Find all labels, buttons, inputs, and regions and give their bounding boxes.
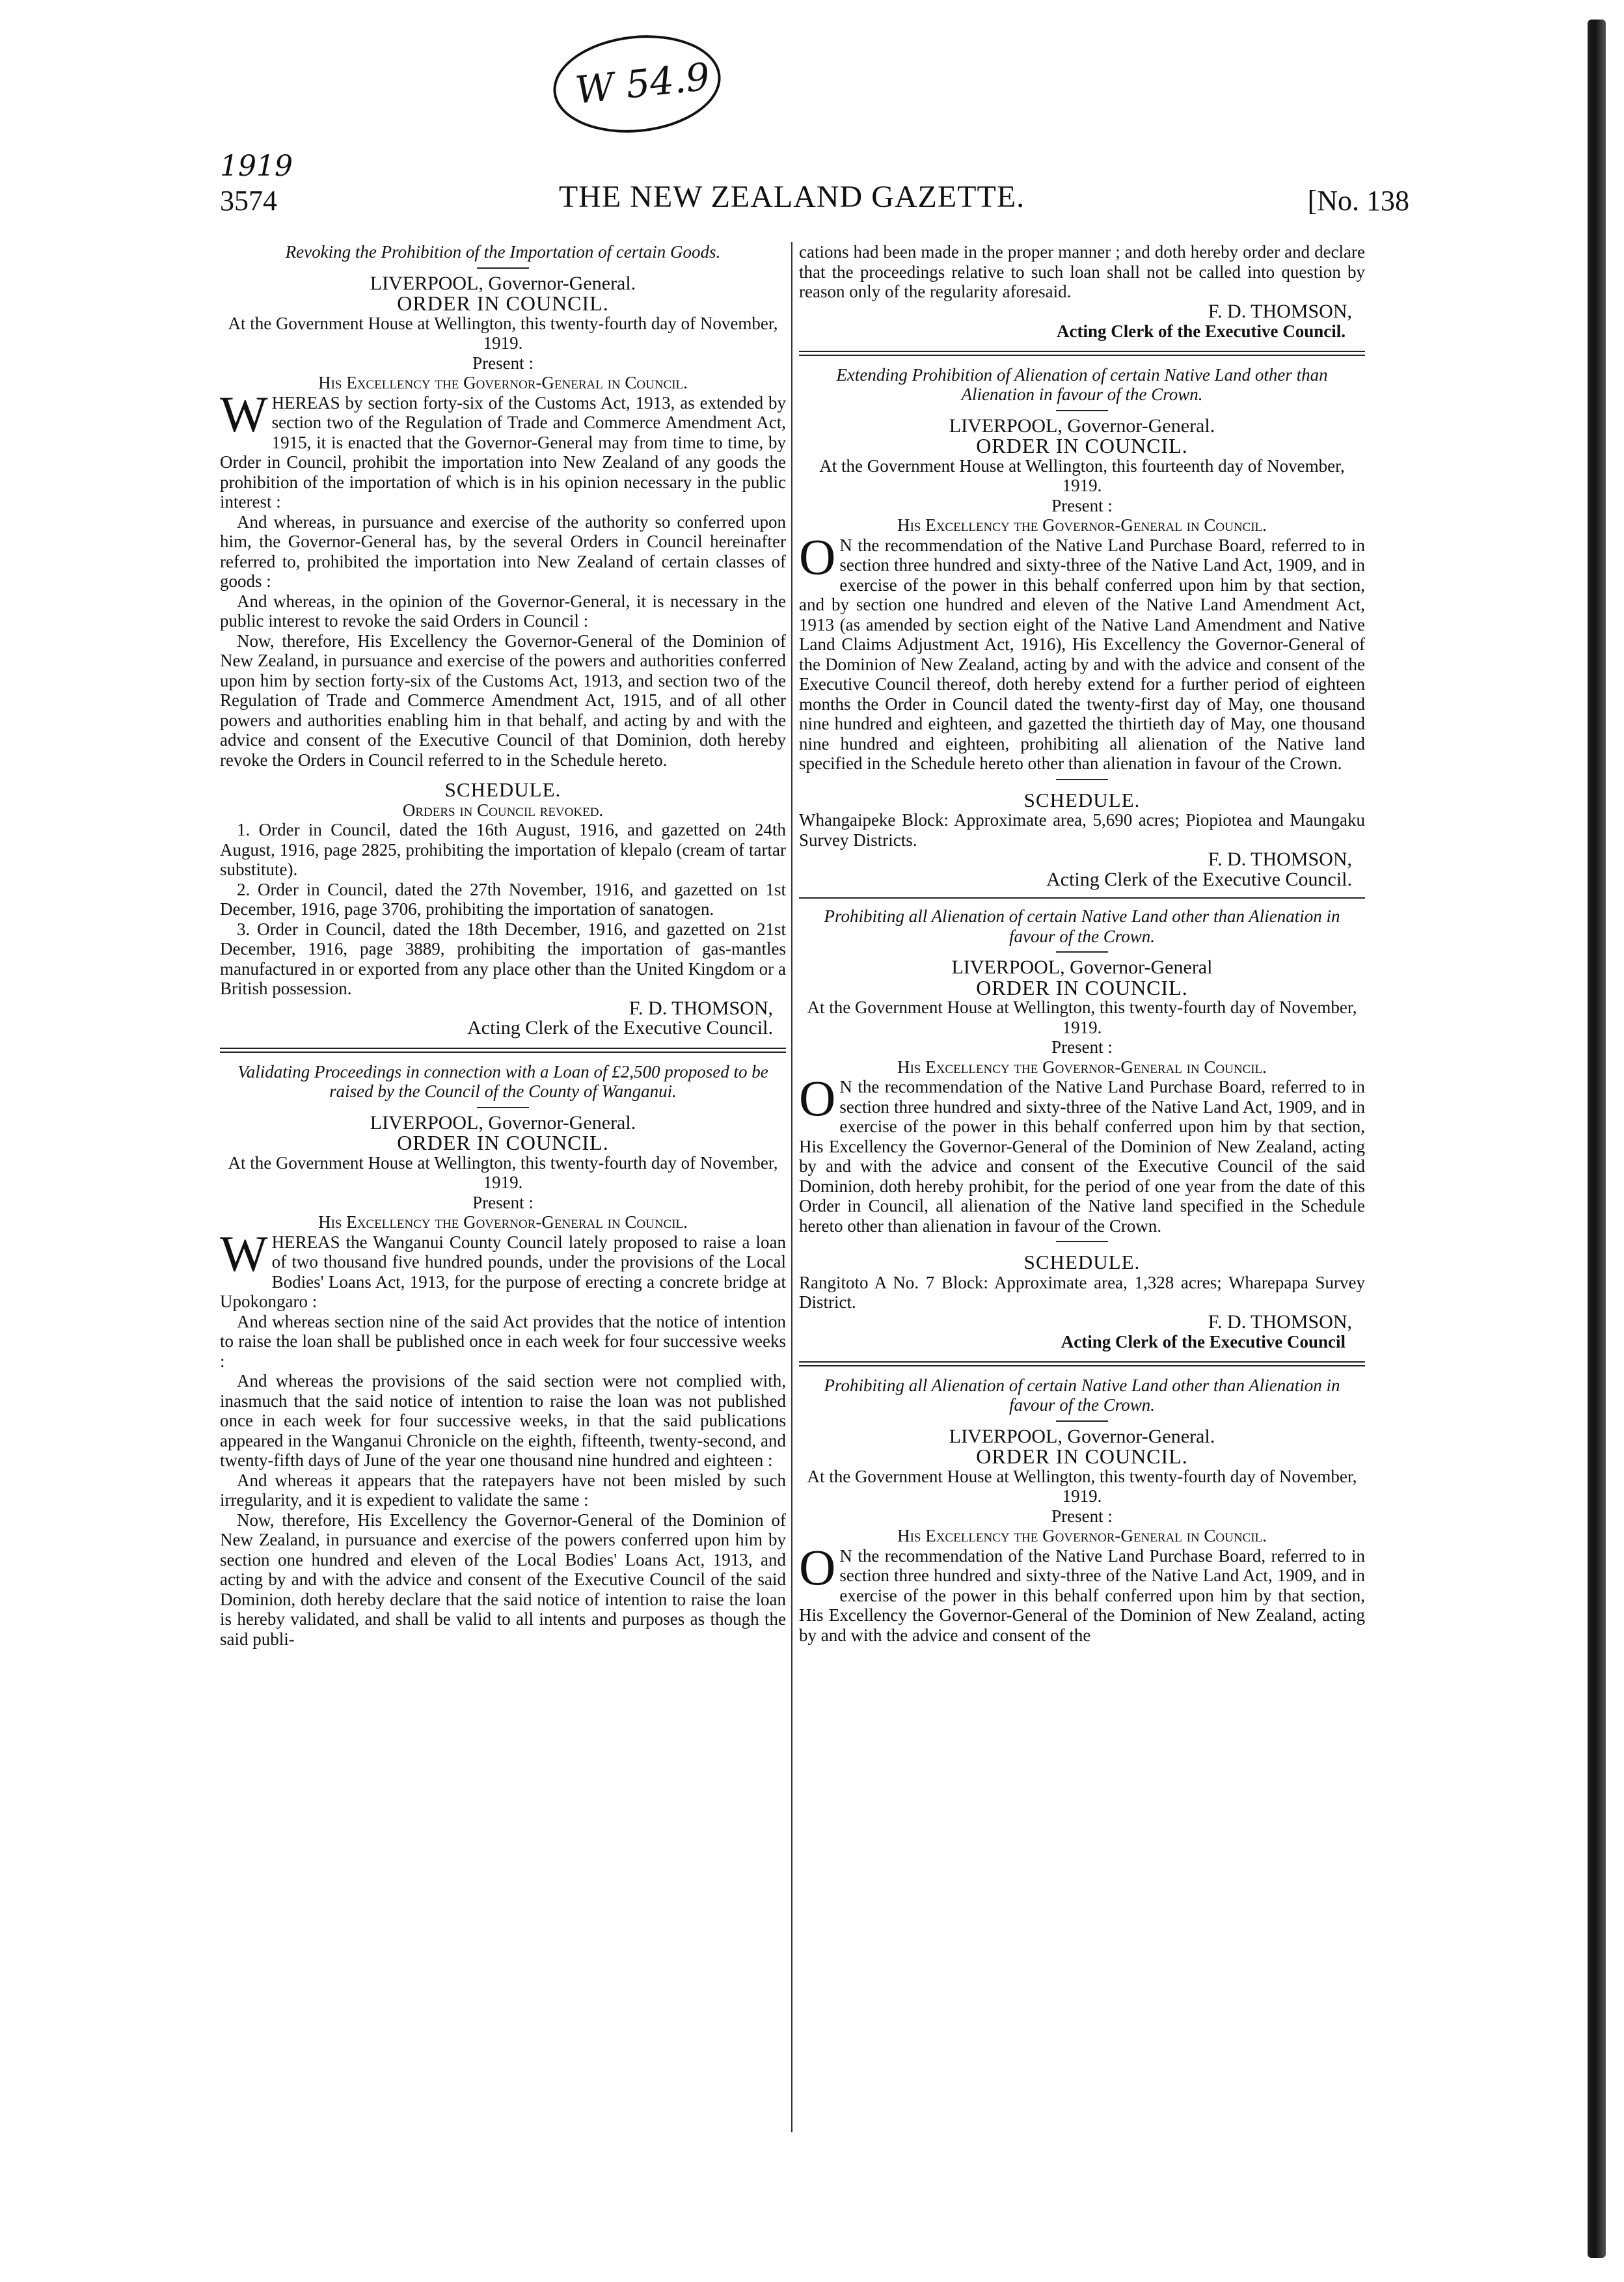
place-date: At the Government House at Wellington, this twenty-fourth day of November, 1919. — [228, 313, 778, 353]
notice-heading: Validating Proceedings in connection with a Loan of £2,500 proposed to be raised by the Council of the County of Wanganui. — [237, 1061, 768, 1101]
place-date: At the Government House at Wellington, this fourteenth day of November, 1919. — [819, 455, 1345, 495]
short-rule — [1056, 410, 1108, 411]
body-paragraph: And whereas the provisions of the said section were not complied with, inasmuch that the said notice of intention to raise the loan was not published once in each week for four successive weeks, in that the said publications appeared in the Wanganui Chronicle on the eighth, fifteenth, twenty-second, and twenty-fifth days of June of the year one thousand nine hundred and eighteen : — [220, 1371, 786, 1470]
short-rule — [477, 267, 529, 269]
continued-paragraph: cations had been made in the proper manner ; and doth hereby order and declare that the proceedings relative to such loan shall not be called into question by reason only of the regularity aforesaid. — [799, 242, 1365, 301]
council-line: His Excellency the Governor-General in Council. — [318, 373, 688, 392]
place-date: At the Government House at Wellington, this twenty-fourth day of November, 1919. — [807, 998, 1357, 1037]
signer-name: F. D. THOMSON, — [1208, 1311, 1352, 1333]
council-line: His Excellency the Governor-General in Council. — [318, 1212, 688, 1232]
governor-line: LIVERPOOL, Governor-General. — [370, 1111, 636, 1134]
signer-title: Acting Clerk of the Executive Council — [1061, 1332, 1346, 1352]
governor-line: LIVERPOOL, Governor-General. — [949, 1425, 1215, 1447]
notice-prohibiting-alienation-rangitoto — [799, 906, 1365, 1352]
order-in-council: ORDER IN COUNCIL. — [976, 434, 1188, 457]
notice-validating-loan — [220, 1062, 786, 1650]
schedule-item: 3. Order in Council, dated the 18th December, 1916, and gazetted on 21st December, 1916, page 3889, prohibiting the importation of gas-mantles manufactured in or exported from any place other than the United Kingdom or a British possession. — [220, 919, 786, 998]
short-rule — [1056, 1420, 1108, 1422]
signer-title: Acting Clerk of the Executive Council. — [1046, 868, 1352, 890]
place-date: At the Government House at Wellington, this twenty-fourth day of November, 1919. — [228, 1152, 778, 1192]
short-rule — [1056, 951, 1108, 953]
order-in-council: ORDER IN COUNCIL. — [397, 292, 609, 315]
notice-heading: Prohibiting all Alienation of certain Native Land other than Alienation in favour of the Crown. — [824, 1375, 1340, 1415]
schedule-item: 1. Order in Council, dated the 16th August, 1916, and gazetted on 24th August, 1916, page 2825, prohibiting the importation of klepalo (cream of tartar substitute). — [220, 820, 786, 879]
schedule-heading: SCHEDULE. — [1023, 788, 1141, 811]
right-column — [799, 242, 1365, 1645]
body-paragraph: And whereas it appears that the ratepayers have not been misled by such irregularity, and it is expedient to validate the same : — [220, 1470, 786, 1510]
body-paragraph: And whereas, in pursuance and exercise of the authority so conferred upon him, the Governor-General has, by the several Orders in Council hereinafter referred to, prohibited the importation into New Zealand of certain classes of goods : — [220, 511, 786, 591]
council-line: His Excellency the Governor-General in Council. — [897, 515, 1267, 535]
schedule-item: Whangaipeke Block: Approximate area, 5,690 acres; Piopiotea and Maungaku Survey Districts. — [799, 810, 1365, 850]
drop-cap: W — [220, 1225, 268, 1282]
body-paragraph: N the recommendation of the Native Land Purchase Board, referred to in section three hundred and sixty-three of the Native Land Act, 1909, and in exercise of the power in this behalf conferred upon him by that section, His Excellency the Governor-General of the Dominion of New Zealand, acting by and with the advice and consent of the Executive Council of the said Dominion, doth hereby prohibit, for the period of one year from the date of this Order in Council, all alienation of the Native land specified in the Schedule hereto other than alienation in favour of the Crown. — [799, 1077, 1365, 1236]
schedule-item: 2. Order in Council, dated the 27th November, 1916, and gazetted on 1st December, 1916, page 3706, prohibiting the importation of sanatogen. — [220, 879, 786, 919]
body-paragraph: HEREAS by section forty-six of the Customs Act, 1913, as extended by section two of the Regulation of Trade and Commerce Amendment Act, 1915, it is enacted that the Governor-General may from time to time, by Order in Council, prohibit the importation into New Zealand of any goods the prohibition of the importation of which is in his opinion necessary in the public interest : — [220, 392, 786, 511]
column-rule — [791, 242, 792, 2132]
notice-heading: Extending Prohibition of Alienation of certain Native Land other than Alienation in favour of the Crown. — [836, 364, 1328, 404]
signer-title: Acting Clerk of the Executive Council. — [1057, 321, 1346, 341]
drop-cap: O — [799, 1070, 836, 1126]
body-paragraph: N the recommendation of the Native Land Purchase Board, referred to in section three hundred and sixty-three of the Native Land Act, 1909, and in exercise of the power in this behalf conferred upon him by that section, and by section one hundred and eleven of the Native Land Amendment Act, 1913 (as amended by section eight of the Native Land Amendment and Native Land Claims Adjustment Act, 1916), His Excellency the Governor-General of the Dominion of New Zealand, acting by and with the advice and consent of the Executive Council thereof, doth hereby extend for a further period of eighteen months the Order in Council dated the twenty-first day of May, one thousand nine hundred and eighteen, and gazetted the thirtieth day of May, one thousand nine hundred and eighteen, prohibiting all alienation of the Native land specified in the Schedule hereto other than alienation in favour of the Crown. — [799, 535, 1365, 773]
page-header — [220, 179, 1409, 218]
signer-name: F. D. THOMSON, — [1208, 849, 1352, 870]
notice-prohibiting-alienation-2 — [799, 1376, 1365, 1646]
governor-line: LIVERPOOL, Governor-General — [951, 957, 1213, 978]
present-label: Present : — [1051, 495, 1113, 515]
continued-notice — [799, 242, 1365, 342]
left-column — [220, 242, 786, 1649]
order-in-council: ORDER IN COUNCIL. — [976, 1445, 1188, 1468]
body-paragraph: HEREAS the Wanganui County Council lately proposed to raise a loan of two thousand five hundred pounds, under the provisions of the Local Bodies' Loans Act, 1913, for the purpose of erecting a concrete bridge at Upokongaro : — [220, 1232, 786, 1311]
section-divider — [799, 897, 1365, 899]
short-rule — [1056, 1241, 1108, 1242]
notice-heading: Prohibiting all Alienation of certain Native Land other than Alienation in favour of the Crown. — [824, 906, 1340, 946]
section-divider — [799, 1361, 1365, 1366]
signer-title: Acting Clerk of the Executive Council. — [467, 1017, 773, 1039]
body-paragraph: And whereas section nine of the said Act provides that the notice of intention to raise the loan shall be published once in each week for four successive weeks : — [220, 1311, 786, 1371]
present-label: Present : — [472, 353, 534, 373]
place-date: At the Government House at Wellington, this twenty-fourth day of November, 1919. — [807, 1466, 1357, 1506]
present-label: Present : — [1051, 1506, 1113, 1526]
council-line: His Excellency the Governor-General in Council. — [897, 1057, 1267, 1077]
stamp-text: W 54.9 — [573, 54, 712, 113]
notice-extending-prohibition — [799, 365, 1365, 890]
drop-cap: O — [799, 1538, 836, 1596]
page-number: 3574 — [220, 185, 277, 217]
present-label: Present : — [472, 1192, 534, 1212]
drop-cap: W — [220, 385, 268, 442]
governor-line: LIVERPOOL, Governor-General. — [370, 272, 636, 294]
section-divider — [799, 351, 1365, 356]
drop-cap: O — [799, 528, 836, 585]
governor-line: LIVERPOOL, Governor-General. — [949, 414, 1215, 437]
present-label: Present : — [1051, 1037, 1113, 1057]
signer-name: F. D. THOMSON, — [1208, 300, 1352, 322]
council-line: His Excellency the Governor-General in Council. — [897, 1526, 1267, 1545]
gazette-title: THE NEW ZEALAND GAZETTE. — [558, 180, 1025, 214]
schedule-heading: SCHEDULE. — [444, 778, 562, 801]
short-rule — [477, 1107, 529, 1108]
signer-name: F. D. THOMSON, — [629, 997, 773, 1019]
body-paragraph: Now, therefore, His Excellency the Governor-General of the Dominion of New Zealand, in pursuance and exercise of the powers conferred upon him by section one hundred and eleven of the Local Bodies' Loans Act, 1913, and acting by and with the advice and consent of the Executive Council of the said Dominion, doth hereby declare that the said notice of intention to raise the loan is hereby validated, and shall be valid to all intents and purposes as though the said publi- — [220, 1510, 786, 1649]
schedule-heading: SCHEDULE. — [1023, 1251, 1141, 1273]
scan-edge — [1588, 20, 1606, 2258]
handwritten-year: 1919 — [220, 150, 293, 183]
order-in-council: ORDER IN COUNCIL. — [976, 975, 1188, 999]
section-divider — [220, 1048, 786, 1053]
notice-revoking-prohibition — [220, 242, 786, 1039]
notice-heading: Revoking the Prohibition of the Importation of certain Goods. — [285, 242, 721, 262]
handwritten-stamp — [548, 27, 725, 141]
schedule-subheading: Orders in Council revoked. — [402, 800, 604, 820]
body-paragraph: Now, therefore, His Excellency the Governor-General of the Dominion of New Zealand, in pursuance and exercise of the powers and authorities conferred upon him by section forty-six of the Customs Act, 1913, and section two of the Regulation of Trade and Commerce Amendment Act, 1915, and of all other powers and authorities enabling him in that behalf, and acting by and with the advice and consent of the Executive Council of that Dominion, doth hereby revoke the Orders in Council referred to in the Schedule hereto. — [220, 631, 786, 770]
short-rule — [1056, 779, 1108, 780]
order-in-council: ORDER IN COUNCIL. — [397, 1131, 609, 1154]
body-paragraph: N the recommendation of the Native Land Purchase Board, referred to in section three hundred and sixty-three of the Native Land Act, 1909, and in exercise of the power in this behalf conferred upon him by that section, His Excellency the Governor-General of the Dominion of New Zealand, acting by and with the advice and consent of the — [799, 1545, 1365, 1645]
schedule-item: Rangitoto A No. 7 Block: Approximate area, 1,328 acres; Wharepapa Survey District. — [799, 1272, 1365, 1312]
issue-number: [No. 138 — [1307, 185, 1409, 217]
body-paragraph: And whereas, in the opinion of the Governor-General, it is necessary in the public interest to revoke the said Orders in Council : — [220, 591, 786, 631]
